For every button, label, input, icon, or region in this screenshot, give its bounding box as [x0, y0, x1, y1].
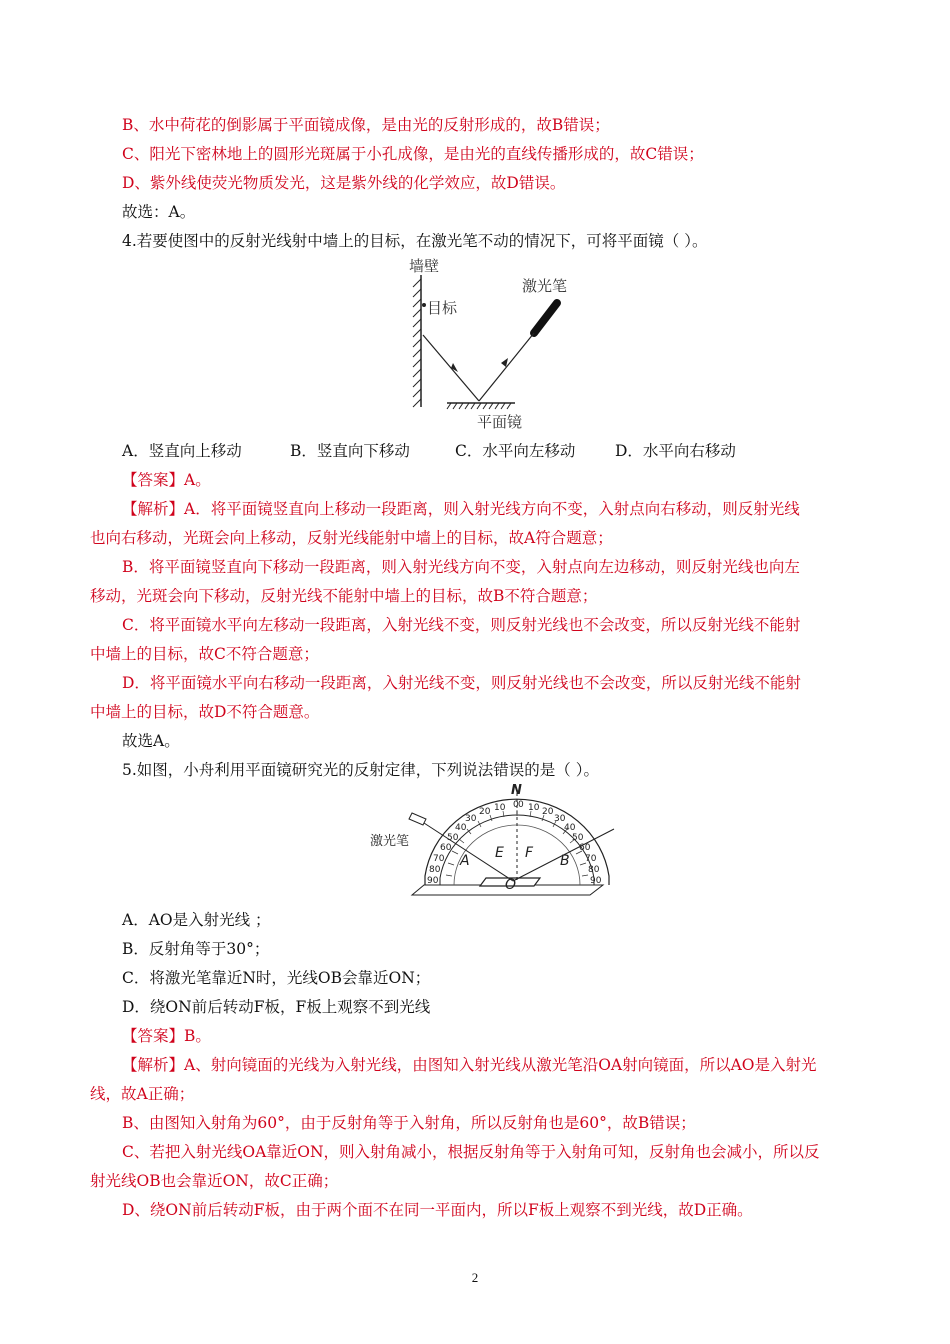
q5-analysis-line-1: 【解析】A、射向镜面的光线为入射光线，由图知入射光线从激光笔沿OA射向镜面，所以AO是入射光	[122, 1056, 817, 1074]
tick-left-40: 40	[455, 823, 467, 833]
tick-right-0: 0	[518, 800, 524, 810]
tick-right-10: 10	[528, 803, 540, 813]
q4-choose: 故选A。	[122, 732, 180, 750]
q4-analysis-line-7: D．将平面镜水平向右移动一段距离，入射光线不变，则反射光线也不会改变，所以反射光线不能射	[122, 674, 801, 692]
tick-left-10: 10	[494, 803, 506, 813]
tick-left-20: 20	[479, 807, 491, 817]
q5-option-b: B．反射角等于30°；	[122, 940, 270, 958]
reflected-arrow	[451, 363, 458, 372]
q4-analysis-line-1: 【解析】A．将平面镜竖直向上移动一段距离，则入射光线方向不变，入射点向右移动，则反射光线	[122, 500, 800, 518]
laser-pen-body	[534, 303, 557, 333]
laser-label: 激光笔	[522, 277, 568, 295]
q4-analysis-line-3: B．将平面镜竖直向下移动一段距离，则入射光线方向不变，入射点向左边移动，则反射光线也向左	[122, 558, 800, 576]
tick-left-60: 60	[440, 843, 452, 853]
q5-analysis-line-3: B、由图知入射角为60°，由于反射角等于入射角，所以反射角也是60°，故B错误；	[122, 1114, 696, 1132]
tick-left-0: 0	[513, 800, 519, 810]
q5-option-c: C．将激光笔靠近N时，光线OB会靠近ON；	[122, 969, 431, 987]
q4-analysis-line-2: 也向右移动，光斑会向上移动，反射光线能射中墙上的目标，故A符合题意；	[90, 529, 613, 547]
q5-stem: 5.如图，小舟利用平面镜研究光的反射定律，下列说法错误的是（ ）。	[122, 761, 599, 779]
q5-analysis-line-6: D、绕ON前后转动F板，由于两个面不在同一平面内，所以F板上观察不到光线，故D正确。	[122, 1201, 753, 1219]
q4-option-c: C．水平向左移动	[455, 442, 576, 460]
mirror-hatch	[447, 403, 511, 409]
q5-answer: 【答案】B。	[122, 1027, 211, 1045]
tick-left-50: 50	[447, 833, 459, 843]
wall-hatch	[413, 279, 421, 407]
q4-option-b: B．竖直向下移动	[290, 442, 410, 460]
tick-right-50: 50	[572, 833, 584, 843]
q4-analysis-line-8: 中墙上的目标，故D不符合题意。	[90, 703, 320, 721]
tick-left-70: 70	[433, 854, 445, 864]
label-o: O	[505, 877, 517, 893]
tick-right-70: 70	[585, 854, 597, 864]
q4-option-d: D．水平向右移动	[615, 442, 736, 460]
q5-analysis-line-5: 射光线OB也会靠近ON，故C正确；	[90, 1172, 339, 1190]
prev-option-d-analysis: D、紫外线使荧光物质发光，这是紫外线的化学效应，故D错误。	[122, 174, 566, 192]
q5-option-a: A．AO是入射光线 ；	[122, 911, 271, 929]
tick-right-40: 40	[564, 823, 576, 833]
page-number: 2	[471, 1270, 479, 1285]
target-dot	[422, 303, 426, 307]
wall-label: 墙壁	[409, 257, 440, 275]
incident-ray	[479, 333, 534, 401]
q5-figure	[368, 783, 618, 898]
q4-option-a: A．竖直向上移动	[122, 442, 242, 460]
laser-pen-body	[409, 813, 426, 825]
label-e: E	[495, 845, 504, 861]
target-label: 目标	[427, 299, 458, 317]
label-n: N	[511, 783, 522, 798]
tick-right-30: 30	[554, 814, 566, 824]
label-a: A	[460, 853, 470, 869]
q5-analysis-line-4: C、若把入射光线OA靠近ON，则入射角减小，根据反射角等于入射角可知，反射角也会减小，所以反	[122, 1143, 820, 1161]
mirror-label: 平面镜	[477, 413, 523, 431]
label-b: B	[560, 853, 570, 869]
q4-analysis-line-6: 中墙上的目标，故C不符合题意；	[90, 645, 319, 663]
tick-left-30: 30	[465, 814, 477, 824]
q4-answer: 【答案】A。	[122, 471, 211, 489]
laser-label: 激光笔	[370, 834, 410, 849]
prev-choose: 故选：A。	[122, 203, 196, 221]
prev-option-c-analysis: C、阳光下密林地上的圆形光斑属于小孔成像，是由光的直线传播形成的，故C错误；	[122, 145, 704, 163]
q4-stem: 4.若要使图中的反射光线射中墙上的目标，在激光笔不动的情况下，可将平面镜（ ）。	[122, 232, 708, 250]
tick-left-90: 90	[427, 876, 439, 886]
tick-right-60: 60	[579, 843, 591, 853]
tick-right-80: 80	[588, 865, 600, 875]
q4-analysis-line-4: 移动，光斑会向下移动，反射光线不能射中墙上的目标，故B不符合题意；	[90, 587, 598, 605]
label-f: F	[525, 845, 534, 861]
q4-analysis-line-5: C．将平面镜水平向左移动一段距离，入射光线不变，则反射光线也不会改变，所以反射光线不能射	[122, 616, 801, 634]
prev-option-b-analysis: B、水中荷花的倒影属于平面镜成像，是由光的反射形成的，故B错误；	[122, 116, 610, 134]
q5-option-d: D．绕ON前后转动F板，F板上观察不到光线	[122, 998, 431, 1016]
tick-right-90: 90	[590, 876, 602, 886]
tick-right-20: 20	[542, 807, 554, 817]
tick-left-80: 80	[429, 865, 441, 875]
q5-analysis-line-2: 线，故A正确；	[90, 1085, 195, 1103]
q4-figure	[395, 255, 595, 435]
